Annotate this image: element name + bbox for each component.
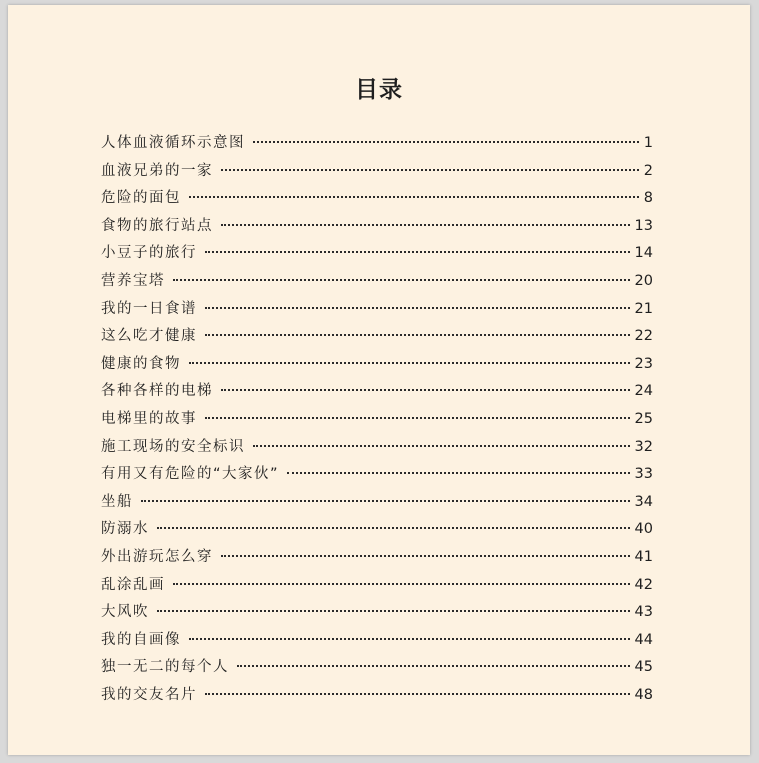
toc-entry[interactable] bbox=[101, 462, 653, 490]
toc-dot-leader bbox=[253, 141, 639, 143]
toc-page-number: 24 bbox=[634, 383, 653, 400]
toc-entry[interactable] bbox=[101, 545, 653, 573]
toc-page-number: 8 bbox=[643, 190, 653, 207]
toc-page-number: 41 bbox=[634, 548, 653, 565]
toc-dot-leader bbox=[157, 527, 630, 529]
toc-page-number: 48 bbox=[634, 686, 653, 703]
toc-entry-label: 各种各样的电梯 bbox=[101, 383, 213, 400]
toc-page-number: 25 bbox=[634, 410, 653, 427]
toc-entry-label: 我的一日食谱 bbox=[101, 300, 197, 317]
toc-dot-leader bbox=[221, 224, 630, 226]
toc-page-number: 1 bbox=[643, 135, 653, 151]
toc-page-number: 21 bbox=[634, 300, 653, 317]
toc-entry-label: 大风吹 bbox=[101, 604, 149, 621]
toc-dot-leader bbox=[205, 334, 630, 336]
toc-entry[interactable] bbox=[101, 600, 653, 628]
toc-dot-leader bbox=[141, 500, 630, 502]
toc-dot-leader bbox=[205, 417, 630, 419]
toc-page-number: 42 bbox=[634, 576, 653, 593]
toc-page-number: 13 bbox=[634, 217, 653, 234]
toc-entry-label: 我的交友名片 bbox=[101, 686, 197, 703]
toc-entry[interactable] bbox=[101, 241, 653, 269]
toc-entry[interactable] bbox=[101, 573, 653, 601]
toc-entry[interactable] bbox=[101, 297, 653, 325]
toc-entry[interactable] bbox=[101, 655, 653, 683]
toc-page-number: 45 bbox=[634, 659, 653, 676]
toc-entry-label: 危险的面包 bbox=[101, 190, 181, 207]
toc-entry[interactable] bbox=[101, 407, 653, 435]
toc-page-number: 20 bbox=[634, 272, 653, 289]
toc-entry[interactable] bbox=[101, 131, 653, 159]
toc-entry-label: 外出游玩怎么穿 bbox=[101, 548, 213, 565]
toc-entry-label: 有用又有危险的“大家伙” bbox=[101, 466, 280, 483]
toc-dot-leader bbox=[221, 555, 630, 557]
toc-entry-label: 这么吃才健康 bbox=[101, 328, 197, 345]
table-of-contents bbox=[101, 131, 653, 710]
document-page bbox=[8, 5, 750, 755]
toc-entry[interactable] bbox=[101, 269, 653, 297]
toc-entry-label: 食物的旅行站点 bbox=[101, 217, 213, 234]
toc-entry-label: 防溺水 bbox=[101, 521, 149, 538]
toc-entry[interactable] bbox=[101, 490, 653, 518]
toc-entry-label: 我的自画像 bbox=[101, 631, 181, 648]
toc-entry[interactable] bbox=[101, 379, 653, 407]
toc-dot-leader bbox=[189, 638, 630, 640]
toc-entry[interactable] bbox=[101, 324, 653, 352]
toc-dot-leader bbox=[173, 583, 630, 585]
toc-page-number: 34 bbox=[634, 493, 653, 510]
toc-dot-leader bbox=[221, 169, 639, 171]
toc-dot-leader bbox=[253, 445, 630, 447]
toc-page-number: 44 bbox=[634, 631, 653, 648]
toc-page-number: 23 bbox=[634, 355, 653, 372]
toc-entry-label: 乱涂乱画 bbox=[101, 576, 165, 593]
toc-dot-leader bbox=[287, 472, 630, 474]
toc-entry-label: 人体血液循环示意图 bbox=[101, 135, 245, 151]
toc-entry-label: 血液兄弟的一家 bbox=[101, 162, 213, 179]
toc-entry[interactable] bbox=[101, 214, 653, 242]
toc-dot-leader bbox=[205, 307, 630, 309]
toc-entry[interactable] bbox=[101, 186, 653, 214]
toc-page-number: 22 bbox=[634, 328, 653, 345]
page-title: 目录 bbox=[355, 77, 403, 103]
toc-entry[interactable] bbox=[101, 159, 653, 187]
toc-entry-label: 独一无二的每个人 bbox=[101, 659, 229, 676]
toc-dot-leader bbox=[237, 665, 630, 667]
toc-dot-leader bbox=[205, 251, 630, 253]
toc-page-number: 43 bbox=[634, 604, 653, 621]
toc-entry-label: 健康的食物 bbox=[101, 355, 181, 372]
toc-entry-label: 施工现场的安全标识 bbox=[101, 438, 245, 455]
toc-dot-leader bbox=[157, 610, 630, 612]
toc-entry-label: 电梯里的故事 bbox=[101, 410, 197, 427]
toc-dot-leader bbox=[173, 279, 630, 281]
toc-page-number: 32 bbox=[634, 438, 653, 455]
toc-page-number: 2 bbox=[643, 162, 653, 179]
toc-dot-leader bbox=[189, 196, 639, 198]
toc-page-number: 14 bbox=[634, 245, 653, 262]
toc-entry-label: 小豆子的旅行 bbox=[101, 245, 197, 262]
toc-page-number: 40 bbox=[634, 521, 653, 538]
toc-entry[interactable] bbox=[101, 683, 653, 711]
toc-entry-label: 坐船 bbox=[101, 493, 133, 510]
toc-entry[interactable] bbox=[101, 435, 653, 463]
toc-page-number: 33 bbox=[634, 466, 653, 483]
toc-entry[interactable] bbox=[101, 628, 653, 656]
toc-entry-label: 营养宝塔 bbox=[101, 272, 165, 289]
toc-entry[interactable] bbox=[101, 352, 653, 380]
toc-entry[interactable] bbox=[101, 517, 653, 545]
toc-dot-leader bbox=[205, 693, 630, 695]
toc-dot-leader bbox=[221, 389, 630, 391]
toc-dot-leader bbox=[189, 362, 630, 364]
